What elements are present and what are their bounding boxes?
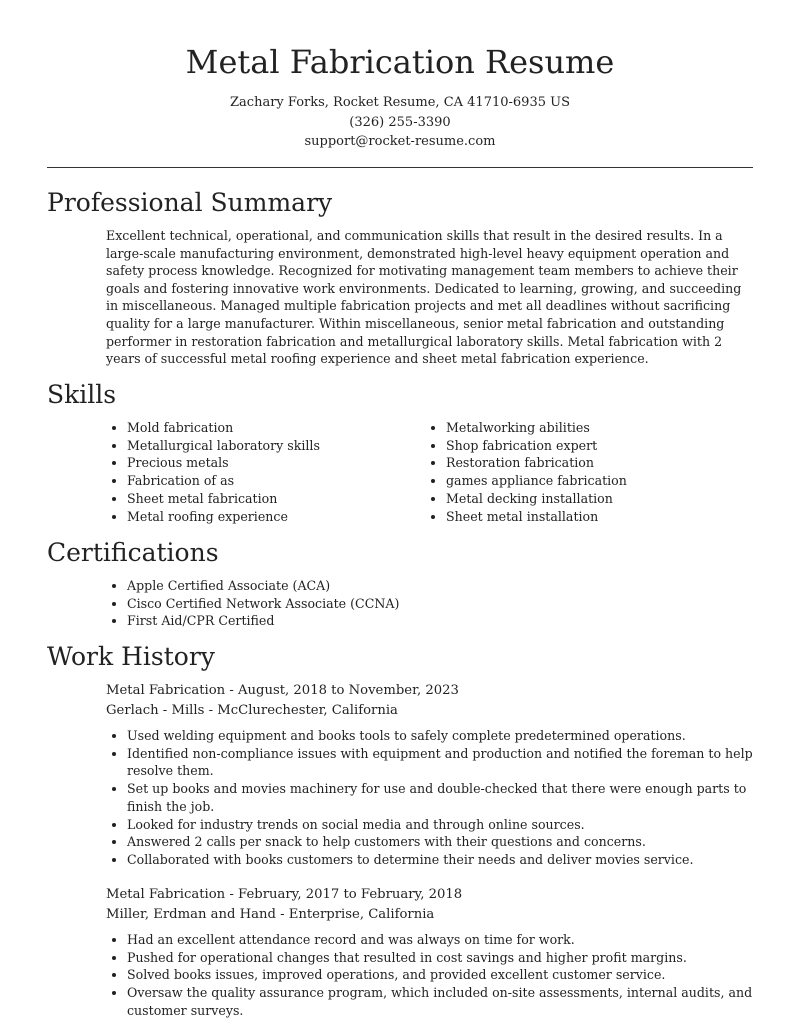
- certifications-list: [106, 577, 727, 630]
- job-bullet: • Oversaw the quality assurance program, which included on-site assessments, internal audits, and customer surveys.: [127, 984, 773, 1019]
- job-dates: August, 2018 to November, 2023: [238, 683, 459, 698]
- job-bullet: • Pushed for operational changes that resulted in cost savings and higher profit margins.: [127, 949, 773, 967]
- job-dates: February, 2017 to February, 2018: [238, 887, 463, 902]
- header-divider: [47, 167, 753, 168]
- job-bullet: • Answered 2 calls per snack to help customers with their questions and concerns.: [127, 833, 773, 851]
- job-bullet: • Collaborated with books customers to determine their needs and deliver movies service.: [127, 851, 773, 869]
- skill-item: • Metalworking abilities: [446, 419, 746, 437]
- work-history-heading: Work History: [47, 642, 215, 671]
- certification-item: • Apple Certified Associate (ACA): [127, 577, 727, 595]
- job-location: Enterprise, California: [288, 907, 435, 922]
- skill-item: • Sheet metal fabrication: [127, 490, 417, 508]
- certification-item: • First Aid/CPR Certified: [127, 612, 727, 630]
- job-company-line: Gerlach - Mills - McClurechester, California: [106, 703, 398, 718]
- skill-item: • Metal roofing experience: [127, 508, 417, 526]
- summary-heading: Professional Summary: [47, 188, 333, 217]
- resume-title: Metal Fabrication Resume: [185, 43, 615, 81]
- skills-heading: Skills: [47, 380, 117, 409]
- skill-item: • Precious metals: [127, 454, 417, 472]
- contact-phone: (326) 255-3390: [349, 115, 451, 130]
- certifications-heading: Certifications: [47, 538, 219, 567]
- job-bullet: • Identified non-compliance issues with equipment and production and notified the foreman to help resolve them.: [127, 745, 773, 780]
- job-bullets: [106, 727, 773, 869]
- job-location: McClurechester, California: [217, 703, 398, 718]
- job-company: Miller, Erdman and Hand: [106, 907, 276, 922]
- job-bullet: • Looked for industry trends on social media and through online sources.: [127, 816, 773, 834]
- skills-list-left: [106, 419, 417, 525]
- contact-address: Zachary Forks, Rocket Resume, CA 41710-6935 US: [230, 95, 570, 110]
- job-company-line: Miller, Erdman and Hand - Enterprise, California: [106, 907, 435, 922]
- summary-text: Excellent technical, operational, and communication skills that result in the desired results. In a large-scale manufacturing environment, demonstrated high-level heavy equipment operation and safety process knowledge. Recognized for motivating management team members to achieve their goals and fostering innovative work environments. Dedicated to learning, growing, and succeeding in miscellaneous. Managed multiple fabrication projects and met all deadlines without sacrificing quality for a large manufacturer. Within miscellaneous, senior metal fabrication and outstanding performer in restoration fabrication and metallurgical laboratory skills. Metal fabrication with 2 years of successful metal roofing experience and sheet metal fabrication experience.: [106, 228, 742, 367]
- skill-item: • Shop fabrication expert: [446, 437, 746, 455]
- job-title: Metal Fabrication: [106, 683, 226, 698]
- skills-list-right: [425, 419, 746, 525]
- contact-email: support@rocket-resume.com: [304, 134, 496, 149]
- job-bullet: • Used welding equipment and books tools to safely complete predetermined operations.: [127, 727, 773, 745]
- job-bullet: • Set up books and movies machinery for use and double-checked that there were enough parts to finish the job.: [127, 780, 773, 815]
- job-bullet: • Solved books issues, improved operations, and provided excellent customer service.: [127, 966, 773, 984]
- skill-item: • Sheet metal installation: [446, 508, 746, 526]
- skill-item: • Mold fabrication: [127, 419, 417, 437]
- certification-item: • Cisco Certified Network Associate (CCNA): [127, 595, 727, 613]
- job-title-line: Metal Fabrication - August, 2018 to November, 2023: [106, 683, 459, 698]
- job-title-line: Metal Fabrication - February, 2017 to February, 2018: [106, 887, 463, 902]
- job-bullets: [106, 931, 773, 1020]
- job-bullet: • Had an excellent attendance record and was always on time for work.: [127, 931, 773, 949]
- skill-item: • Metallurgical laboratory skills: [127, 437, 417, 455]
- job-company: Gerlach - Mills: [106, 703, 205, 718]
- skill-item: • games appliance fabrication: [446, 472, 746, 490]
- skill-item: • Restoration fabrication: [446, 454, 746, 472]
- skill-item: • Fabrication of as: [127, 472, 417, 490]
- job-title: Metal Fabrication: [106, 887, 226, 902]
- skill-item: • Metal decking installation: [446, 490, 746, 508]
